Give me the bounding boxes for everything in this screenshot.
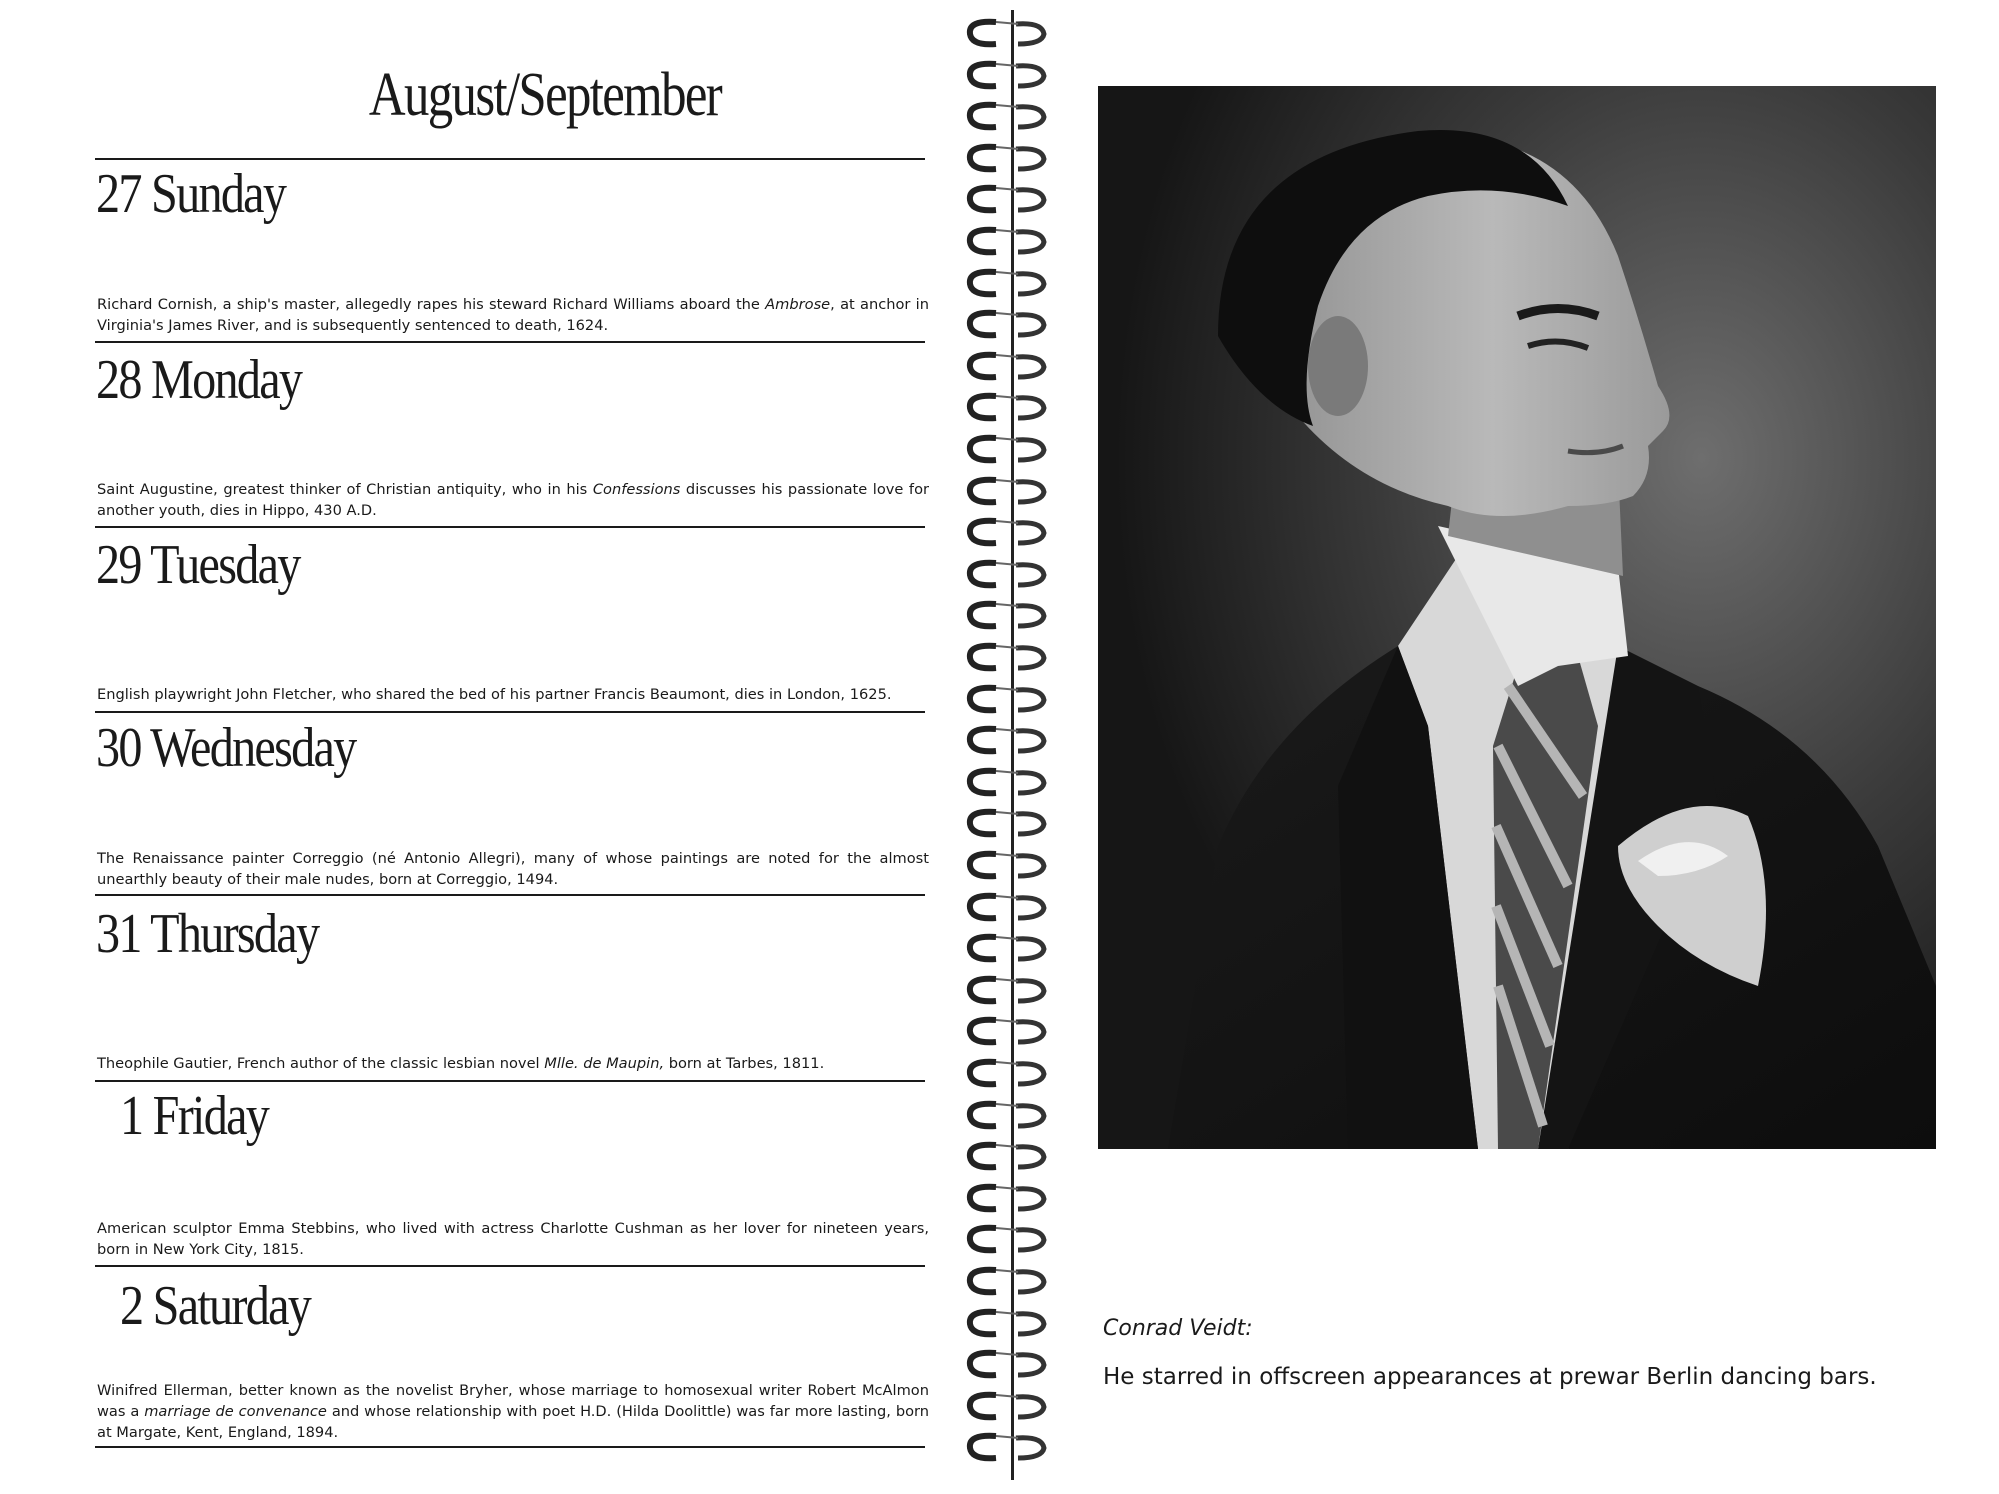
binding-ring (960, 1096, 1050, 1136)
binding-ring (960, 1220, 1050, 1260)
binding-ring (960, 388, 1050, 428)
binding-ring (960, 14, 1050, 54)
binding-ring (960, 305, 1050, 345)
month-title: August/September (368, 61, 722, 129)
divider-rule (95, 1265, 925, 1267)
binding-ring (960, 139, 1050, 179)
binding-ring (960, 638, 1050, 678)
binding-ring (960, 1179, 1050, 1219)
day-heading-29-tuesday: 29 Tuesday (96, 534, 300, 596)
binding-ring (960, 804, 1050, 844)
binding-ring (960, 56, 1050, 96)
binding-ring (960, 929, 1050, 969)
binding-ring (960, 472, 1050, 512)
binding-ring (960, 1387, 1050, 1427)
caption-text: He starred in offscreen appearances at prewar Berlin dancing bars. (1103, 1364, 1877, 1390)
portrait-photo (1098, 86, 1936, 1149)
binding-ring (960, 264, 1050, 304)
binding-ring (960, 347, 1050, 387)
day-heading-2-saturday: 2 Saturday (120, 1275, 311, 1337)
binding-ring (960, 680, 1050, 720)
binding-ring (960, 596, 1050, 636)
binding-ring (960, 1054, 1050, 1094)
divider-rule (95, 158, 925, 160)
binding-ring (960, 763, 1050, 803)
binding-ring (960, 1012, 1050, 1052)
spiral-binding (960, 0, 1050, 1494)
day-note-28-monday: Saint Augustine, greatest thinker of Christian antiquity, who in his Confessions discusses his passionate love for another youth, dies in Hippo, 430 A.D. (97, 481, 929, 519)
portrait-illustration (1098, 86, 1936, 1149)
binding-ring (960, 97, 1050, 137)
day-note-29-tuesday: English playwright John Fletcher, who shared the bed of his partner Francis Beaumont, dies in London, 1625. (97, 686, 892, 703)
binding-ring (960, 846, 1050, 886)
day-heading-31-thursday: 31 Thursday (96, 903, 319, 965)
divider-rule (95, 526, 925, 528)
binding-ring (960, 555, 1050, 595)
day-heading-1-friday: 1 Friday (120, 1085, 269, 1147)
binding-ring (960, 971, 1050, 1011)
binding-ring (960, 1428, 1050, 1468)
binding-ring (960, 721, 1050, 761)
divider-rule (95, 711, 925, 713)
binding-ring (960, 180, 1050, 220)
binding-ring (960, 1345, 1050, 1385)
binding-ring (960, 1137, 1050, 1177)
day-heading-27-sunday: 27 Sunday (96, 163, 286, 225)
divider-rule (95, 1080, 925, 1082)
day-note-27-sunday: Richard Cornish, a ship's master, allegedly rapes his steward Richard Williams aboard the Ambrose, at anchor in Virginia's James River, and is subsequently sentenced to death, 1624. (97, 296, 929, 334)
divider-rule (95, 1446, 925, 1448)
calendar-week-page (0, 0, 960, 1494)
binding-ring (960, 1262, 1050, 1302)
day-note-1-friday: American sculptor Emma Stebbins, who lived with actress Charlotte Cushman as her lover for nineteen years, born in New York City, 1815. (97, 1220, 929, 1258)
divider-rule (95, 341, 925, 343)
day-heading-28-monday: 28 Monday (96, 349, 302, 411)
binding-ring (960, 222, 1050, 262)
divider-rule (95, 894, 925, 896)
ear (1308, 316, 1368, 416)
binding-ring (960, 888, 1050, 928)
day-heading-30-wednesday: 30 Wednesday (96, 717, 356, 779)
day-note-31-thursday: Theophile Gautier, French author of the classic lesbian novel Mlle. de Maupin, born at Tarbes, 1811. (97, 1055, 825, 1072)
binding-ring (960, 1304, 1050, 1344)
day-note-2-saturday: Winifred Ellerman, better known as the novelist Bryher, whose marriage to homosexual writer Robert McAlmon was a marriage de convenance and whose relationship with poet H.D. (Hilda Doolittle) was far more lasting, born at Margate, Kent, England, 1894. (97, 1382, 930, 1441)
binding-ring (960, 513, 1050, 553)
caption-name: Conrad Veidt: (1103, 1316, 1253, 1341)
day-note-30-wednesday: The Renaissance painter Correggio (né Antonio Allegri), many of whose paintings are noted for the almost unearthly beauty of their male nudes, born at Correggio, 1494. (97, 850, 929, 888)
binding-ring (960, 430, 1050, 470)
